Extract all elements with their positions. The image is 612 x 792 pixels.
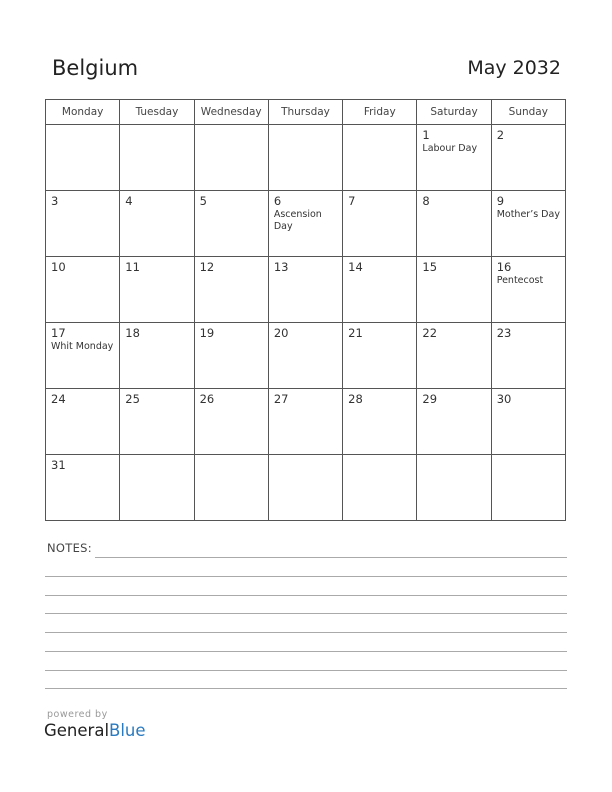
day-number: 17 [51, 326, 66, 340]
day-cell [46, 191, 120, 256]
week-row [46, 257, 566, 323]
day-number: 19 [199, 326, 215, 340]
day-number: 21 [348, 326, 363, 340]
day-cell [343, 455, 417, 520]
calendar-grid [45, 99, 566, 521]
day-number: 7 [348, 194, 356, 208]
day-cell [46, 257, 120, 322]
notes-line [45, 632, 567, 633]
day-cell [269, 257, 343, 322]
notes-line [45, 651, 567, 652]
holiday-label: Whit Monday [51, 341, 114, 352]
day-number: 30 [496, 392, 512, 406]
notes-line [45, 595, 567, 596]
day-cell [46, 125, 120, 190]
day-cell [46, 389, 120, 454]
day-number: 3 [51, 194, 59, 208]
day-number: 29 [422, 392, 438, 406]
day-cell [195, 257, 269, 322]
day-number: 18 [125, 326, 140, 340]
weekday-header-row [46, 100, 566, 125]
month-title: May 2032 [467, 57, 561, 79]
day-cell [46, 455, 120, 520]
day-cell [269, 389, 343, 454]
day-cell [417, 323, 491, 388]
notes-line [45, 613, 567, 614]
day-cell [120, 257, 194, 322]
week-row [46, 323, 566, 389]
holiday-label: Ascension Day [273, 209, 322, 232]
weekday-header-sunday: Sunday [492, 100, 566, 124]
day-cell [195, 323, 269, 388]
holiday-label: Pentecost [496, 275, 544, 286]
day-number: 16 [496, 260, 512, 274]
day-number: 20 [273, 326, 289, 340]
generalblue-logo[interactable] [44, 721, 146, 740]
notes-label: NOTES: [47, 541, 92, 555]
day-cell [343, 389, 417, 454]
day-cell [417, 257, 491, 322]
day-number: 28 [348, 392, 363, 406]
day-cell [120, 323, 194, 388]
day-cell [492, 257, 566, 322]
weekday-header-wednesday: Wednesday [195, 100, 269, 124]
day-number: 27 [273, 392, 289, 406]
week-row [46, 191, 566, 257]
day-cell [195, 125, 269, 190]
brand-blue-text: Blue [109, 721, 146, 740]
holiday-label: Labour Day [422, 143, 478, 154]
day-cell [492, 125, 566, 190]
day-number: 31 [51, 458, 66, 472]
day-number: 14 [348, 260, 363, 274]
week-row [46, 455, 566, 521]
weekday-header-tuesday: Tuesday [120, 100, 194, 124]
day-cell [343, 257, 417, 322]
day-cell [343, 323, 417, 388]
day-number: 9 [496, 194, 505, 208]
day-cell [269, 191, 343, 256]
day-cell [269, 125, 343, 190]
notes-line [45, 670, 567, 671]
day-cell [417, 125, 491, 190]
day-number: 6 [273, 194, 282, 208]
day-cell [492, 191, 566, 256]
day-cell [492, 389, 566, 454]
day-number: 23 [496, 326, 512, 340]
day-number: 24 [51, 392, 66, 406]
day-cell [120, 125, 194, 190]
weekday-header-thursday: Thursday [269, 100, 343, 124]
day-cell [269, 323, 343, 388]
day-number: 26 [199, 392, 215, 406]
day-cell [492, 455, 566, 520]
day-cell [195, 455, 269, 520]
day-number: 5 [199, 194, 207, 208]
day-number: 8 [422, 194, 430, 208]
day-cell [492, 323, 566, 388]
day-cell [120, 191, 194, 256]
day-cell [46, 323, 120, 388]
day-number: 12 [199, 260, 215, 274]
weekday-header-saturday: Saturday [417, 100, 491, 124]
weekday-header-friday: Friday [343, 100, 417, 124]
holiday-label: Mother’s Day [496, 209, 560, 220]
notes-line [95, 557, 567, 558]
week-row [46, 125, 566, 191]
day-cell [343, 125, 417, 190]
day-cell [195, 191, 269, 256]
notes-line [45, 576, 567, 577]
day-cell [120, 389, 194, 454]
day-cell [195, 389, 269, 454]
day-number: 2 [496, 128, 505, 142]
brand-general-text: General [44, 721, 110, 740]
weekday-header-monday: Monday [46, 100, 120, 124]
notes-line [45, 688, 567, 689]
day-cell [269, 455, 343, 520]
day-cell [417, 455, 491, 520]
day-number: 1 [422, 128, 430, 142]
powered-by-text: powered by [47, 709, 108, 720]
week-row [46, 389, 566, 455]
day-number: 11 [125, 260, 140, 274]
day-number: 13 [273, 260, 289, 274]
day-cell [120, 455, 194, 520]
country-title: Belgium [52, 56, 139, 80]
day-number: 25 [125, 392, 140, 406]
day-number: 10 [51, 260, 66, 274]
day-number: 22 [422, 326, 438, 340]
day-cell [417, 389, 491, 454]
day-number: 15 [422, 260, 438, 274]
day-number: 4 [125, 194, 133, 208]
day-cell [343, 191, 417, 256]
day-cell [417, 191, 491, 256]
